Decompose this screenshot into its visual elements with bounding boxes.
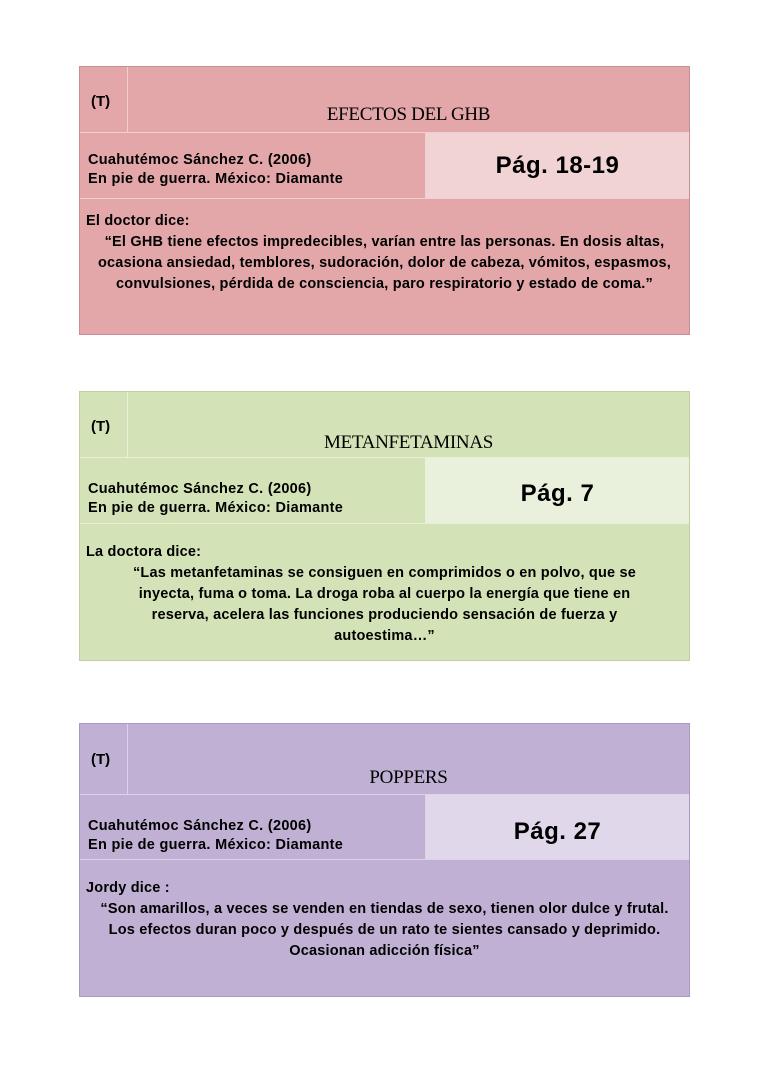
card-body: [80, 524, 689, 660]
card-reference-row: [80, 458, 689, 524]
reference-book: En pie de guerra. México: Diamante: [88, 500, 344, 516]
card-header-row: [80, 724, 689, 795]
card-body-row: [80, 860, 689, 998]
reference-cell: [80, 458, 426, 523]
card-reference-row: [80, 133, 689, 199]
card-type-tag: (T): [80, 392, 128, 457]
quote-intro: La doctora dice:: [86, 544, 202, 560]
reference-author: Cuahutémoc Sánchez C. (2006): [88, 481, 312, 497]
quote-text: “El GHB tiene efectos impredecibles, varían entre las personas. En dosis altas, ocasiona ansiedad, temblores, sudoración, dolor de cabeza, vómitos, espasmos, convulsiones, pérdida de consciencia, paro respiratorio y estado de coma.”: [97, 234, 671, 292]
quote-intro: Jordy dice :: [86, 880, 170, 896]
reference-book: En pie de guerra. México: Diamante: [88, 171, 344, 187]
reference-cell: [80, 133, 426, 198]
card-title: EFECTOS DEL GHB: [326, 104, 491, 125]
card-title: POPPERS: [369, 767, 448, 788]
card-header-row: [80, 392, 689, 458]
citation-card-metanfetaminas: [79, 391, 690, 661]
card-body-row: [80, 524, 689, 660]
card-title: METANFETAMINAS: [323, 432, 494, 453]
card-header-row: [80, 67, 689, 133]
card-body-row: [80, 199, 689, 334]
citation-card-ghb: [79, 66, 690, 335]
card-body: [80, 199, 689, 334]
reference-book: En pie de guerra. México: Diamante: [88, 837, 344, 853]
quote-text: “Las metanfetaminas se consiguen en comprimidos o en polvo, que se inyecta, fuma o toma. La droga roba al cuerpo la energía que tiene en reserva, acelera las funciones produciendo sensación de fuerza y autoestima…”: [132, 565, 637, 644]
page-number: Pág. 27: [426, 795, 689, 859]
citation-card-poppers: [79, 723, 690, 997]
reference-author: Cuahutémoc Sánchez C. (2006): [88, 152, 312, 168]
card-type-tag: (T): [80, 724, 128, 794]
card-reference-row: [80, 795, 689, 860]
page-number: Pág. 7: [426, 458, 689, 523]
reference-cell: [80, 795, 426, 859]
quote-text: “Son amarillos, a veces se venden en tiendas de sexo, tienen olor dulce y frutal. Los efectos duran poco y después de un rato te sientes cansado y deprimido. Ocasionan adicción física”: [100, 901, 669, 959]
card-type-tag: (T): [80, 67, 128, 132]
card-body: [80, 860, 689, 998]
quote-intro: El doctor dice:: [86, 213, 190, 229]
page-number: Pág. 18-19: [426, 133, 689, 198]
reference-author: Cuahutémoc Sánchez C. (2006): [88, 818, 312, 834]
